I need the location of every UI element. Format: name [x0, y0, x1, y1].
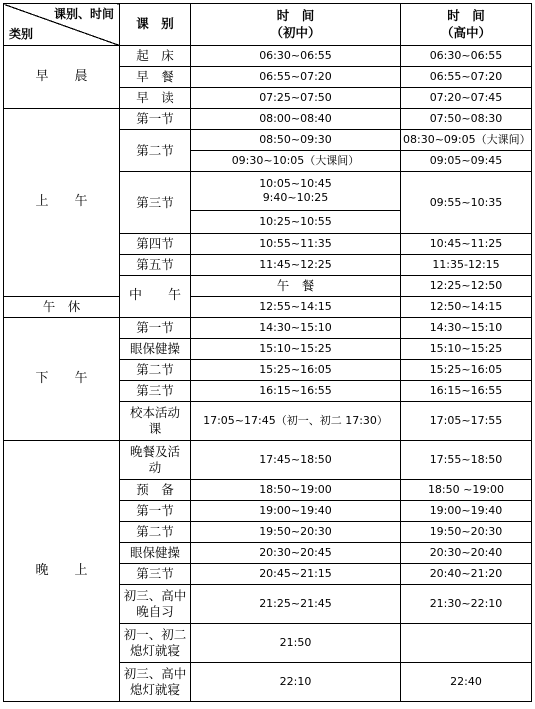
junior-time: 16:15~16:55 [191, 381, 401, 402]
junior-time: 15:25~16:05 [191, 360, 401, 381]
item-cell: 第一节 [120, 109, 191, 130]
item-cell: 晚餐及活 动 [120, 441, 191, 480]
item-cell: 眼保健操 [120, 339, 191, 360]
item-cell: 预 备 [120, 480, 191, 501]
junior-time: 21:25~21:45 [191, 585, 401, 624]
junior-time: 20:45~21:15 [191, 564, 401, 585]
senior-time: 16:15~16:55 [401, 381, 532, 402]
senior-time: 20:30~20:40 [401, 543, 532, 564]
senior-time: 15:25~16:05 [401, 360, 532, 381]
item-cell: 第三节 [120, 564, 191, 585]
item-cell: 午 休 [4, 297, 120, 318]
junior-time: 08:50~09:30 [191, 130, 401, 151]
item-header: 课 别 [120, 4, 191, 46]
junior-time: 22:10 [191, 663, 401, 702]
junior-time: 06:30~06:55 [191, 46, 401, 67]
junior-time: 06:55~07:20 [191, 67, 401, 88]
section-am: 上 午 [4, 109, 120, 297]
senior-time: 10:45~11:25 [401, 234, 532, 255]
junior-time: 19:50~20:30 [191, 522, 401, 543]
item-cell: 初一、初二 熄灯就寝 [120, 624, 191, 663]
senior-time: 07:20~07:45 [401, 88, 532, 109]
item-cell: 校本活动 课 [120, 402, 191, 441]
corner-header-cell [4, 4, 120, 46]
senior-time: 15:10~15:25 [401, 339, 532, 360]
item-cell: 第二节 [120, 522, 191, 543]
senior-time: 11:35-12:15 [401, 255, 532, 276]
item-cell: 起 床 [120, 46, 191, 67]
schedule-table [3, 3, 532, 702]
table-row [4, 46, 532, 67]
junior-time: 10:55~11:35 [191, 234, 401, 255]
senior-time: 12:50~14:15 [401, 297, 532, 318]
junior-time: 10:25~10:55 [191, 211, 401, 234]
junior-time: 14:30~15:10 [191, 318, 401, 339]
senior-time: 17:55~18:50 [401, 441, 532, 480]
item-cell: 眼保健操 [120, 543, 191, 564]
junior-time: 17:05~17:45（初一、初二 17:30） [191, 402, 401, 441]
senior-time: 19:50~20:30 [401, 522, 532, 543]
junior-time: 21:50 [191, 624, 401, 663]
table-row [4, 297, 532, 318]
junior-time: 09:30~10:05（大课间） [191, 151, 401, 172]
item-cell: 第四节 [120, 234, 191, 255]
item-cell: 第一节 [120, 501, 191, 522]
junior-time: 20:30~20:45 [191, 543, 401, 564]
section-morning: 早 晨 [4, 46, 120, 109]
senior-time: 22:40 [401, 663, 532, 702]
item-cell: 第三节 [120, 381, 191, 402]
junior-time: 10:05~10:45 9:40~10:25 [191, 172, 401, 211]
table-row [4, 109, 532, 130]
senior-time: 17:05~17:55 [401, 402, 532, 441]
junior-time: 19:00~19:40 [191, 501, 401, 522]
section-evening: 晚 上 [4, 441, 120, 702]
item-cell: 第二节 [120, 360, 191, 381]
junior-time: 18:50~19:00 [191, 480, 401, 501]
senior-time: 06:55~07:20 [401, 67, 532, 88]
senior-time: 09:55~10:35 [401, 172, 532, 234]
item-cell: 第三节 [120, 172, 191, 234]
junior-time: 08:00~08:40 [191, 109, 401, 130]
item-cell: 初三、高中 晚自习 [120, 585, 191, 624]
item-cell: 第五节 [120, 255, 191, 276]
senior-time: 14:30~15:10 [401, 318, 532, 339]
senior-time: 18:50 ~19:00 [401, 480, 532, 501]
corner-top-label: 课别、时间 [53, 7, 114, 21]
item-cell: 第一节 [120, 318, 191, 339]
junior-time: 17:45~18:50 [191, 441, 401, 480]
senior-time: 20:40~21:20 [401, 564, 532, 585]
senior-header: 时 间 （高中） [401, 4, 532, 46]
table-row [4, 441, 532, 480]
senior-time: 07:50~08:30 [401, 109, 532, 130]
senior-time: 21:30~22:10 [401, 585, 532, 624]
senior-time: 06:30~06:55 [401, 46, 532, 67]
section-pm: 下 午 [4, 318, 120, 441]
senior-time: 09:05~09:45 [401, 151, 532, 172]
item-cell: 早 餐 [120, 67, 191, 88]
item-cell: 初三、高中 熄灯就寝 [120, 663, 191, 702]
junior-header: 时 间 （初中） [191, 4, 401, 46]
item-cell: 第二节 [120, 130, 191, 172]
table-row [4, 318, 532, 339]
junior-time: 12:25~12:50 [401, 276, 532, 297]
junior-time: 07:25~07:50 [191, 88, 401, 109]
corner-bottom-label: 类别 [9, 27, 34, 41]
junior-time: 11:45~12:25 [191, 255, 401, 276]
senior-time: 19:00~19:40 [401, 501, 532, 522]
junior-time: 15:10~15:25 [191, 339, 401, 360]
junior-time: 12:55~14:15 [191, 297, 401, 318]
section-noon: 中 午 [120, 276, 191, 318]
senior-time: 08:30~09:05（大课间） [401, 130, 532, 151]
item-cell: 午 餐 [191, 276, 401, 297]
item-cell: 早 读 [120, 88, 191, 109]
senior-time-empty [401, 624, 532, 663]
header-row [4, 4, 532, 46]
